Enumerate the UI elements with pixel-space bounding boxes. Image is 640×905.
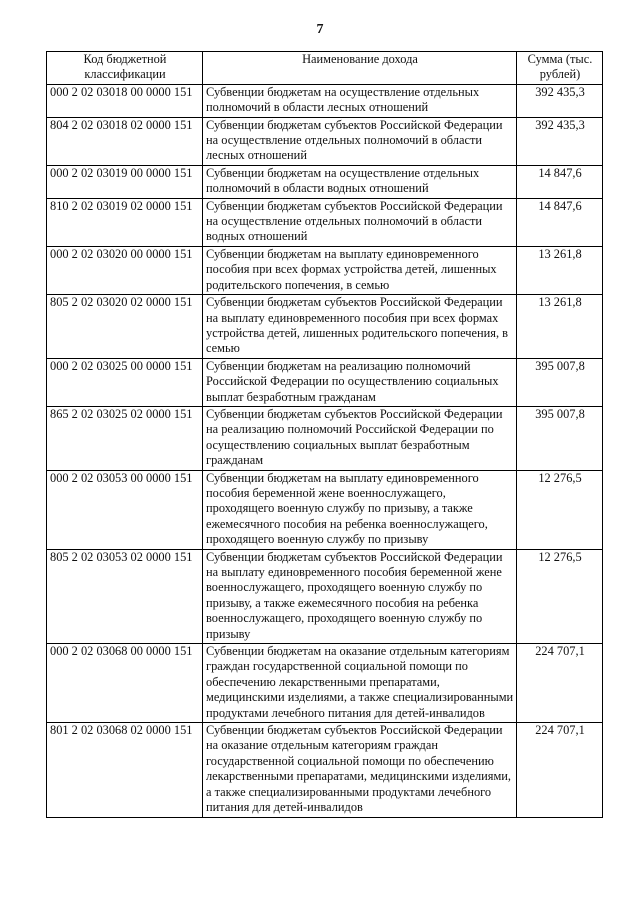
cell-name: Субвенции бюджетам на реализацию полномочий Российской Федерации по осуществлению социальных выплат безработным гражданам: [203, 358, 517, 406]
table-row: [47, 549, 603, 643]
header-code: Код бюджетной классификации: [47, 52, 203, 85]
table-row: [47, 295, 603, 359]
cell-name: Субвенции бюджетам субъектов Российской Федерации на осуществление отдельных полномочий в области лесных отношений: [203, 117, 517, 165]
cell-sum: 13 261,8: [517, 295, 603, 359]
table-row: [47, 198, 603, 246]
cell-name: Субвенции бюджетам субъектов Российской Федерации на выплату единовременного пособия беременной жене военнослужащего, проходящего военную службу по призыву, а также ежемесячного пособия на ребенка военнослужащего, проходящего военную службу по призыву: [203, 549, 517, 643]
cell-code: 000 2 02 03068 00 0000 151: [47, 644, 203, 723]
cell-sum: 14 847,6: [517, 165, 603, 198]
cell-sum: 224 707,1: [517, 644, 603, 723]
table-row: [47, 117, 603, 165]
cell-name: Субвенции бюджетам субъектов Российской Федерации на выплату единовременного пособия при всех формах устройства детей, лишенных родительского попечения, в семью: [203, 295, 517, 359]
cell-sum: 12 276,5: [517, 470, 603, 549]
table-row: [47, 246, 603, 294]
cell-name: Субвенции бюджетам субъектов Российской Федерации на оказание отдельным категориям граждан государственной социальной помощи по обеспечению лекарственными препаратами, медицинскими изделиями, а также специализированными продуктами лечебного питания для детей-инвалидов: [203, 723, 517, 817]
cell-sum: 14 847,6: [517, 198, 603, 246]
cell-code: 000 2 02 03019 00 0000 151: [47, 165, 203, 198]
cell-code: 000 2 02 03018 00 0000 151: [47, 84, 203, 117]
cell-name: Субвенции бюджетам субъектов Российской Федерации на осуществление отдельных полномочий в области водных отношений: [203, 198, 517, 246]
table-row: [47, 84, 603, 117]
cell-sum: 224 707,1: [517, 723, 603, 817]
cell-code: 805 2 02 03053 02 0000 151: [47, 549, 203, 643]
cell-code: 865 2 02 03025 02 0000 151: [47, 406, 203, 470]
header-name: Наименование дохода: [203, 52, 517, 85]
cell-code: 000 2 02 03025 00 0000 151: [47, 358, 203, 406]
table-row: [47, 358, 603, 406]
cell-name: Субвенции бюджетам на выплату единовременного пособия беременной жене военнослужащего, проходящего военную службу по призыву, а также ежемесячного пособия на ребенка военнослужащего, проходящего военную службу по призыву: [203, 470, 517, 549]
cell-code: 000 2 02 03053 00 0000 151: [47, 470, 203, 549]
cell-name: Субвенции бюджетам на осуществление отдельных полномочий в области лесных отношений: [203, 84, 517, 117]
cell-sum: 13 261,8: [517, 246, 603, 294]
cell-name: Субвенции бюджетам субъектов Российской Федерации на реализацию полномочий Российской Федерации по осуществлению социальных выплат безработным гражданам: [203, 406, 517, 470]
cell-sum: 392 435,3: [517, 84, 603, 117]
cell-code: 000 2 02 03020 00 0000 151: [47, 246, 203, 294]
cell-name: Субвенции бюджетам на оказание отдельным категориям граждан государственной социальной помощи по обеспечению лекарственными препаратами, медицинскими изделиями, а также специализированными продуктами лечебного питания для детей-инвалидов: [203, 644, 517, 723]
cell-name: Субвенции бюджетам на выплату единовременного пособия при всех формах устройства детей, лишенных родительского попечения, в семью: [203, 246, 517, 294]
cell-sum: 395 007,8: [517, 358, 603, 406]
table-row: [47, 470, 603, 549]
cell-sum: 12 276,5: [517, 549, 603, 643]
page-number: 7: [316, 22, 324, 37]
table-row: [47, 165, 603, 198]
cell-name: Субвенции бюджетам на осуществление отдельных полномочий в области водных отношений: [203, 165, 517, 198]
table-header-row: [47, 52, 603, 85]
header-sum: Сумма (тыс. рублей): [517, 52, 603, 85]
cell-code: 804 2 02 03018 02 0000 151: [47, 117, 203, 165]
cell-sum: 392 435,3: [517, 117, 603, 165]
cell-code: 810 2 02 03019 02 0000 151: [47, 198, 203, 246]
table-row: [47, 723, 603, 817]
cell-code: 801 2 02 03068 02 0000 151: [47, 723, 203, 817]
cell-code: 805 2 02 03020 02 0000 151: [47, 295, 203, 359]
table-row: [47, 644, 603, 723]
cell-sum: 395 007,8: [517, 406, 603, 470]
revenue-table: [46, 51, 603, 818]
table-row: [47, 406, 603, 470]
